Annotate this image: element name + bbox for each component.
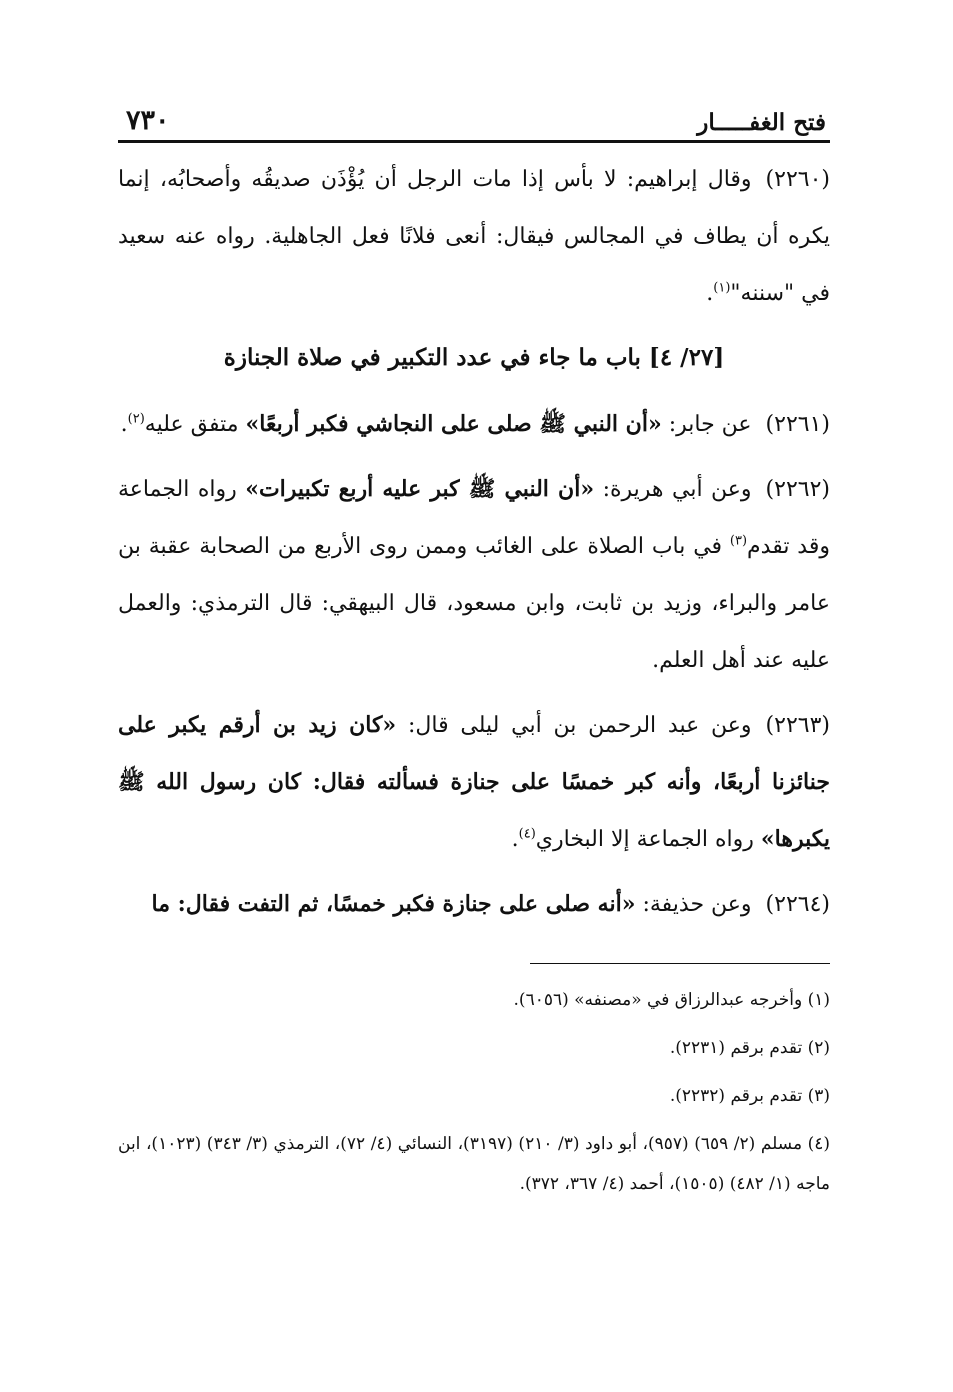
hadith-tail: رواه الجماعة إلا البخاري <box>535 827 761 852</box>
hadith-lead: وعن حذيفة: <box>635 892 752 917</box>
hadith-2264 <box>118 876 830 933</box>
hadith-lead: وعن أبي هريرة: <box>594 477 752 502</box>
footnotes <box>118 980 830 1204</box>
chapter-title: [٢٧/ ٤] باب ما جاء في عدد التكبير في صلاة الجنازة <box>223 344 725 371</box>
footnote-3: (٣) تقدم برقم (٢٢٣٢). <box>669 1086 830 1106</box>
footnote-4: (٤) مسلم (٢/ ٦٥٩) (٩٥٧)، أبو داود (٣/ ٢١٠) (٣١٩٧)، النسائي (٤/ ٧٢)، الترمذي (٣/ ٣٤٣) (١٠٢٣)، ابن ماجه (١/ ٤٨٢) (١٥٠٥)، أحمد (٤/ ٣٦٧، ٣٧٢). <box>118 1134 831 1194</box>
hadith-tail: متفق عليه <box>144 412 246 437</box>
hadith-tail: رواه الجماعة وقد تقدم <box>118 477 830 559</box>
hadith-2262 <box>118 461 830 689</box>
entry-2260 <box>118 151 830 322</box>
hadith-quote: «أن النبي ﷺ كبر عليه أربع تكبيرات» <box>245 476 595 502</box>
hadith-2261 <box>118 396 830 453</box>
entry-number: (٢٢٦٠) <box>765 167 830 192</box>
entry-text: وقال إبراهيم: لا بأس إذا مات الرجل أن يُؤْذَن صديقُه وأصحابُه، إنما يكره أن يطاف في المجالس فيقال: أنعى فلانًا فعل الجاهلية. رواه عنه سعيد في "سننه" <box>118 167 830 306</box>
hadith-end: . <box>120 412 128 437</box>
book-title: فتح الغفـــــار <box>697 109 826 136</box>
hadith-number: (٢٢٦٢) <box>765 477 830 502</box>
hadith-lead: عن جابر: <box>661 412 752 437</box>
hadith-number: (٢٢٦١) <box>765 412 830 437</box>
hadith-quote: «كان زيد بن أرقم يكبر على جنائزنا أربعًا، وأنه كبر خمسًا على جنازة فسألته فقال: كان رسول الله ﷺ يكبرها» <box>118 712 830 852</box>
header-rule <box>118 140 830 143</box>
footnote-2: (٢) تقدم برقم (٢٢٣١). <box>669 1038 830 1058</box>
footnote-marker[interactable]: (١) <box>713 280 731 296</box>
entry-end: . <box>706 281 714 306</box>
footnote-separator <box>530 963 830 964</box>
hadith-number: (٢٢٦٤) <box>765 892 830 917</box>
footnote-1: (١) وأخرجه عبدالرزاق في «مصنفه» (٦٠٥٦). <box>513 990 830 1010</box>
hadith-end: . <box>511 827 519 852</box>
footnote-marker[interactable]: (٤) <box>518 826 536 842</box>
hadith-lead: وعن عبد الرحمن بن أبي ليلى قال: <box>396 713 752 738</box>
page-number: ٧٣٠ <box>126 105 170 136</box>
book-page <box>118 90 830 1204</box>
hadith-quote: «أن النبي ﷺ صلى على النجاشي فكبر أربعًا» <box>245 411 662 437</box>
hadith-quote: «أنه صلى على جنازة فكبر خمسًا، ثم التفت فقال: ما <box>151 891 636 917</box>
hadith-2263 <box>118 697 830 868</box>
hadith-tail-continued: في باب الصلاة على الغائب وممن روى الأربع من الصحابة عقبة بن عامر والبراء، وزيد بن ثابت، وابن مسعود، قال البيهقي: قال الترمذي: والعمل عليه عند أهل العلم. <box>118 534 830 673</box>
footnote-marker[interactable]: (٢) <box>127 411 145 427</box>
footnote-marker[interactable]: (٣) <box>729 533 748 549</box>
hadith-number: (٢٢٦٣) <box>765 713 830 738</box>
running-header <box>118 90 830 136</box>
